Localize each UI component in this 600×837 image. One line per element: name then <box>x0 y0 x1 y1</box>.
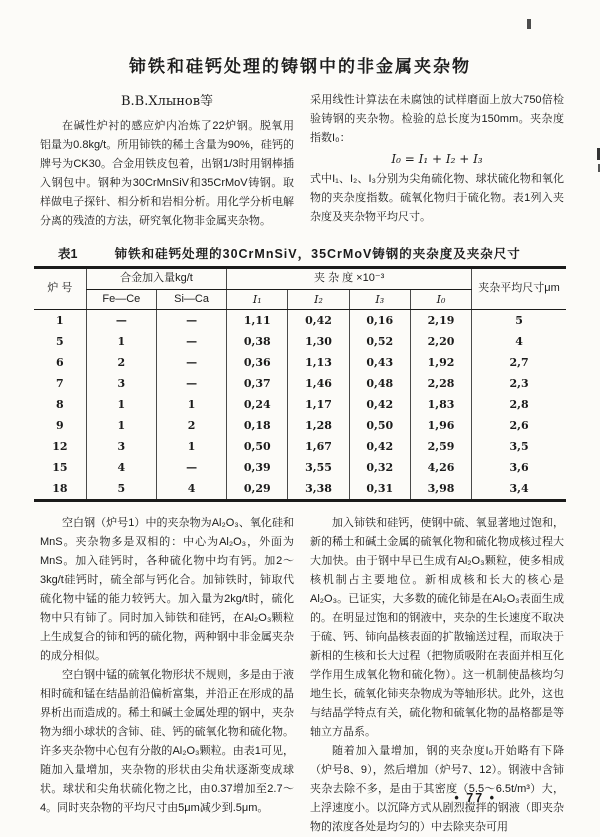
intro-left-paragraph: 在碱性炉衬的感应炉内冶炼了22炉钢。脱氧用铝量为0.8kg/t。所用铈铁的稀土含量为90%，硅钙的牌号为CK30。合金用铁皮包着，出钢1/3时用钢棒插入钢包中。钢种为30CrMnSiV和35CrMoV铸钢。取样做电子探针、相分析和岩相分析。用化学分析电解分离的残渣的方法，研究氧化物非金属夹杂物。 <box>40 120 294 227</box>
table-cell: 1,28 <box>288 415 349 436</box>
table-cell: 0,42 <box>349 394 410 415</box>
table-cell: — <box>156 331 226 352</box>
table-cell: 2 <box>156 415 226 436</box>
table-cell: 5 <box>86 478 156 501</box>
header-i1: I₁ <box>227 289 288 310</box>
author-line: В.В.Хлынов等 <box>120 94 214 109</box>
table-cell: 2,20 <box>410 331 471 352</box>
table-cell: 2,19 <box>410 310 471 332</box>
intro-right-paragraph-1: 采用线性计算法在未腐蚀的试样磨面上放大750倍检验铸钢的夹杂物。检验的总长度为150mm。夹杂度指数I₀： <box>310 94 564 144</box>
discussion-right-column <box>310 514 564 837</box>
table-row <box>34 436 566 457</box>
table-cell: 0,16 <box>349 310 410 332</box>
table-row <box>34 373 566 394</box>
header-furnace-number: 炉 号 <box>34 268 86 310</box>
header-i0: I₀ <box>410 289 471 310</box>
table-cell: 1,92 <box>410 352 471 373</box>
table-cell: 0,36 <box>227 352 288 373</box>
table-cell: 0,50 <box>349 415 410 436</box>
discussion-left-column <box>40 514 294 837</box>
table-cell: 2,8 <box>472 394 566 415</box>
table-header <box>34 268 566 310</box>
table-cell: 1,13 <box>288 352 349 373</box>
table-cell: 1,30 <box>288 331 349 352</box>
header-i2: I₂ <box>288 289 349 310</box>
table-cell: 3,5 <box>472 436 566 457</box>
discussion-right-paragraph-2: 随着加入量增加，钢的夹杂度I₀开始略有下降（炉号8、9），然后增加（炉号7、12）。钢液中含铈夹杂去除不多，是由于其密度（5.5～6.5t/m³）大，上浮速度小。以沉降方式从剧烈搅拌的钢液（即夹杂物的浓度各处是均匀的）中去除夹杂可用 <box>310 745 564 833</box>
table-cell: — <box>156 373 226 394</box>
table-label: 表1 <box>58 247 78 261</box>
table-cell: 5 <box>56 335 64 348</box>
table-cell: 0,38 <box>227 331 288 352</box>
table-cell: 3,98 <box>410 478 471 501</box>
table-cell: 1,46 <box>288 373 349 394</box>
table-cell: 3,6 <box>472 457 566 478</box>
table-cell: 1 <box>156 394 226 415</box>
table-cell: 6 <box>56 356 64 369</box>
table-cell: — <box>86 310 156 332</box>
discussion-right-paragraph-1: 加入铈铁和硅钙，使钢中硫、氧显著地过饱和，新的稀土和碱土金属的硫氧化物和硫化物成核过程大大加快。由于钢中早已生成有Al₂O₃颗粒，使多相成核机制占主要地位。新相成核和长大的核心是Al₂O₃。已证实，大多数的硫化铈是在Al₂O₃表面生成的。在明显过饱和的钢液中，夹杂的生长速度不取决于硫、钙、铈向晶核表面的扩散输送过程，而取决于新相的生核和长大过程（把物质吸附在表面并相互化学作用生成氧化物和硫化物）。这一机制使晶核均匀地生长，硫氧化铈夹杂物成为等轴形状。此外，这也与结晶学特点有关，硫化物和硫氧化物的晶格都是等轴立方晶系。 <box>310 517 564 738</box>
intro-left-column <box>40 91 294 231</box>
table-cell: 1 <box>156 436 226 457</box>
table-cell: 0,24 <box>227 394 288 415</box>
page-title: 铈铁和硅钙处理的铸钢中的非金属夹杂物 <box>129 57 471 76</box>
table-cell: 0,37 <box>227 373 288 394</box>
table-cell: 1,67 <box>288 436 349 457</box>
table-cell: 0,31 <box>349 478 410 501</box>
page-number: • 77 • <box>454 791 496 805</box>
table-cell: 0,18 <box>227 415 288 436</box>
table-cell: 7 <box>56 377 64 390</box>
table-cell: — <box>156 457 226 478</box>
header-avg-size: 夹杂平均尺寸μm <box>472 268 566 310</box>
table-cell: 0,50 <box>227 436 288 457</box>
discussion-left-paragraph-1: 空白钢（炉号1）中的夹杂物为Al₂O₃、氧化硅和MnS。夹杂物多是双相的：中心为Al₂O₃，外面为MnS。加入硅钙时，各种硫化物中均有钙。加2～3kg/t硅钙时，硫全部与钙化合。加铈铁时，铈取代硫化物中锰的能力较钙大。加入量为2kg/t时，硫化物中只有铈了。同时加入铈铁和硅钙，在Al₂O₃颗粒上生成复合的铈和钙的硫化物，两种钢中非金属夹杂的成分相似。 <box>40 517 294 662</box>
header-fe-ce: Fe—Ce <box>86 289 156 310</box>
table-row <box>34 331 566 352</box>
table-row <box>34 457 566 478</box>
table-cell: 2,59 <box>410 436 471 457</box>
table-row <box>34 394 566 415</box>
table-cell: 1,96 <box>410 415 471 436</box>
discussion-left-paragraph-2: 空白钢中锰的硫氧化物形状不规则，多是由于液相时硫和锰在结晶前沿偏析富集，并沿正在形成的晶界析出而造成的。稀土和碱土金属处理的钢中，夹杂物为细小球状的含铈、硅、钙的硫氧化物和硫化物。许多夹杂物中心包有分散的Al₂O₃颗粒。由表1可见，随加入量增加，夹杂物的形状由尖角状逐渐变成球状。球状和尖角状硫化物之比，由0.37增加至2.7～4。同时夹杂物的平均尺寸由5μm减少到.5μm。 <box>40 669 294 814</box>
scan-artifact <box>527 19 531 29</box>
table-cell: 12 <box>52 440 68 453</box>
table-cell: 1 <box>56 314 64 327</box>
table-cell: 3,55 <box>288 457 349 478</box>
table-cell: 0,52 <box>349 331 410 352</box>
table-cell: 2,7 <box>472 352 566 373</box>
table-cell: 3 <box>86 436 156 457</box>
table-cell: 2,6 <box>472 415 566 436</box>
table-row <box>34 478 566 501</box>
inclusion-table <box>34 266 566 502</box>
table-cell: 5 <box>472 310 566 332</box>
table-cell: — <box>156 310 226 332</box>
table-cell: 0,29 <box>227 478 288 501</box>
table-cell: 3 <box>86 373 156 394</box>
table-cell: 1 <box>86 415 156 436</box>
header-inclusion-group: 夹 杂 度 ×10⁻³ <box>227 268 472 290</box>
table-cell: 15 <box>52 461 68 474</box>
table-cell: 4,26 <box>410 457 471 478</box>
intro-right-column <box>310 91 564 231</box>
table-cell: 18 <box>52 482 68 495</box>
intro-section <box>40 91 564 231</box>
table-cell: 2,3 <box>472 373 566 394</box>
table-cell: 0,43 <box>349 352 410 373</box>
table-caption <box>58 244 558 262</box>
table-cell: 2,28 <box>410 373 471 394</box>
table-cell: 4 <box>86 457 156 478</box>
table-cell: 3,4 <box>472 478 566 501</box>
table-row <box>34 415 566 436</box>
table-cell: 1 <box>86 331 156 352</box>
header-alloy-group: 合金加入量kg/t <box>86 268 227 290</box>
table-caption-text: 铈铁和硅钙处理的30CrMnSiV，35CrMoV铸钢的夹杂度及夹杂尺寸 <box>114 247 521 261</box>
table-cell: 1,11 <box>227 310 288 332</box>
discussion-section <box>40 514 564 837</box>
table-cell: 0,42 <box>349 436 410 457</box>
header-i3: I₃ <box>349 289 410 310</box>
table-cell: 0,39 <box>227 457 288 478</box>
table-cell: 4 <box>472 331 566 352</box>
table-cell: 0,48 <box>349 373 410 394</box>
table-cell: 1 <box>86 394 156 415</box>
header-si-ca: Si—Ca <box>156 289 226 310</box>
inclusion-index-formula: I₀ = I₁ + I₂ + I₃ <box>391 152 483 166</box>
table-cell: 0,32 <box>349 457 410 478</box>
table-cell: 1,17 <box>288 394 349 415</box>
table-cell: 4 <box>156 478 226 501</box>
table-cell: 3,38 <box>288 478 349 501</box>
table-cell: 9 <box>56 419 64 432</box>
table-cell: 8 <box>56 398 64 411</box>
table-cell: 0,42 <box>288 310 349 332</box>
table-cell: 1,83 <box>410 394 471 415</box>
table-cell: 2 <box>86 352 156 373</box>
table-row <box>34 310 566 332</box>
table-row <box>34 352 566 373</box>
table-cell: — <box>156 352 226 373</box>
intro-right-paragraph-2: 式中I₁、I₂、I₃分别为尖角硫化物、球状硫化物和氧化物的夹杂度指数。硫氧化物归于硫化物。表1列入夹杂度及夹杂物平均尺寸。 <box>310 173 564 223</box>
table-body <box>34 310 566 501</box>
